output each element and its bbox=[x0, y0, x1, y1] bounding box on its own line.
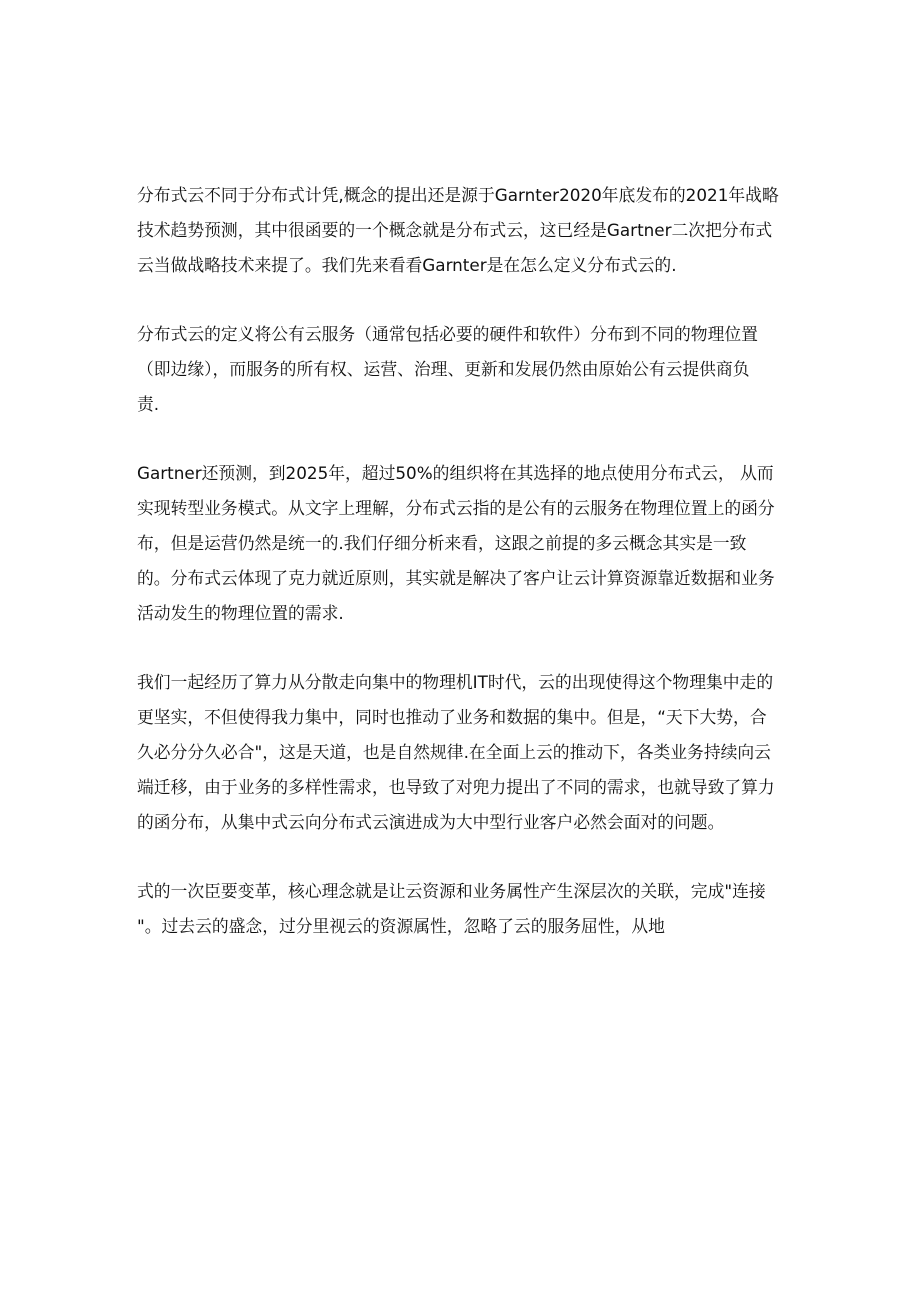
text-line: 端迁移，由于业务的多样性需求，也导致了对兜力提出了不同的需求，也就导致了算力 bbox=[137, 777, 775, 797]
text-line: 我们一起经历了算力从分散走向集中的物理机IT时代，云的出现使得这个物理集中走的 bbox=[137, 672, 774, 692]
paragraph-3 bbox=[137, 456, 787, 631]
text-line: 实现转型业务模式。从文字上理解，分布式云指的是公有的云服务在物理位置上的函分 bbox=[137, 498, 775, 518]
paragraph-2 bbox=[137, 317, 787, 422]
text-line: （即边缘），而服务的所有权、运营、治理、更新和发展仍然由原始公有云提供商负 bbox=[137, 359, 750, 379]
text-line: "。过去云的盛念，过分里视云的资源属性，忽略了云的服务屈性，从地 bbox=[137, 916, 665, 936]
paragraph-1 bbox=[137, 178, 787, 283]
paragraph-4 bbox=[137, 665, 787, 840]
text-line: 的函分布，从集中式云向分布式云演进成为大中型行业客户必然会面对的问题。 bbox=[137, 812, 725, 832]
text-line: 技术趋势预测，其中很函要的一个概念就是分布式云，这已经是Gartner二次把分布式 bbox=[137, 220, 773, 240]
text-line: 久必分分久必合"，这是天道，也是自然规律.在全面上云的推动下，各类业务持续向云 bbox=[137, 742, 771, 762]
text-line: 的。分布式云体现了克力就近原则，其实就是解决了客户让云计算资源靠近数据和业务 bbox=[137, 568, 775, 588]
text-line: 责. bbox=[137, 394, 160, 414]
text-line: 布，但是运营仍然是统一的.我们仔细分析来看，这跟之前提的多云概念其实是一致 bbox=[137, 533, 747, 553]
text-line: 分布式云不同于分布式计凭,概念的提出还是源于Garnter2020年底发布的2021年战略 bbox=[137, 185, 779, 205]
document-body bbox=[137, 178, 787, 978]
text-line: 云当做战略技术来提了。我们先来看看Garnter是在怎么定义分布式云的. bbox=[137, 255, 677, 275]
text-line: 式的一次臣要变革，核心理念就是让云资源和业务属性产生深层次的关联，完成"连接 bbox=[137, 881, 766, 901]
text-line: 活动发生的物理位置的需求. bbox=[137, 603, 344, 623]
text-line: Gartner还预测，到2025年，超过50%的组织将在其选择的地点使用分布式云， 从而 bbox=[137, 463, 774, 483]
text-line: 分布式云的定义将公有云服务（通常包括必要的硬件和软件）分布到不同的物理位置 bbox=[137, 324, 758, 344]
text-line: 更坚实，不但使得我力集中，同时也推动了业务和数据的集中。但是，“天下大势，合 bbox=[137, 707, 767, 727]
paragraph-5 bbox=[137, 874, 787, 944]
